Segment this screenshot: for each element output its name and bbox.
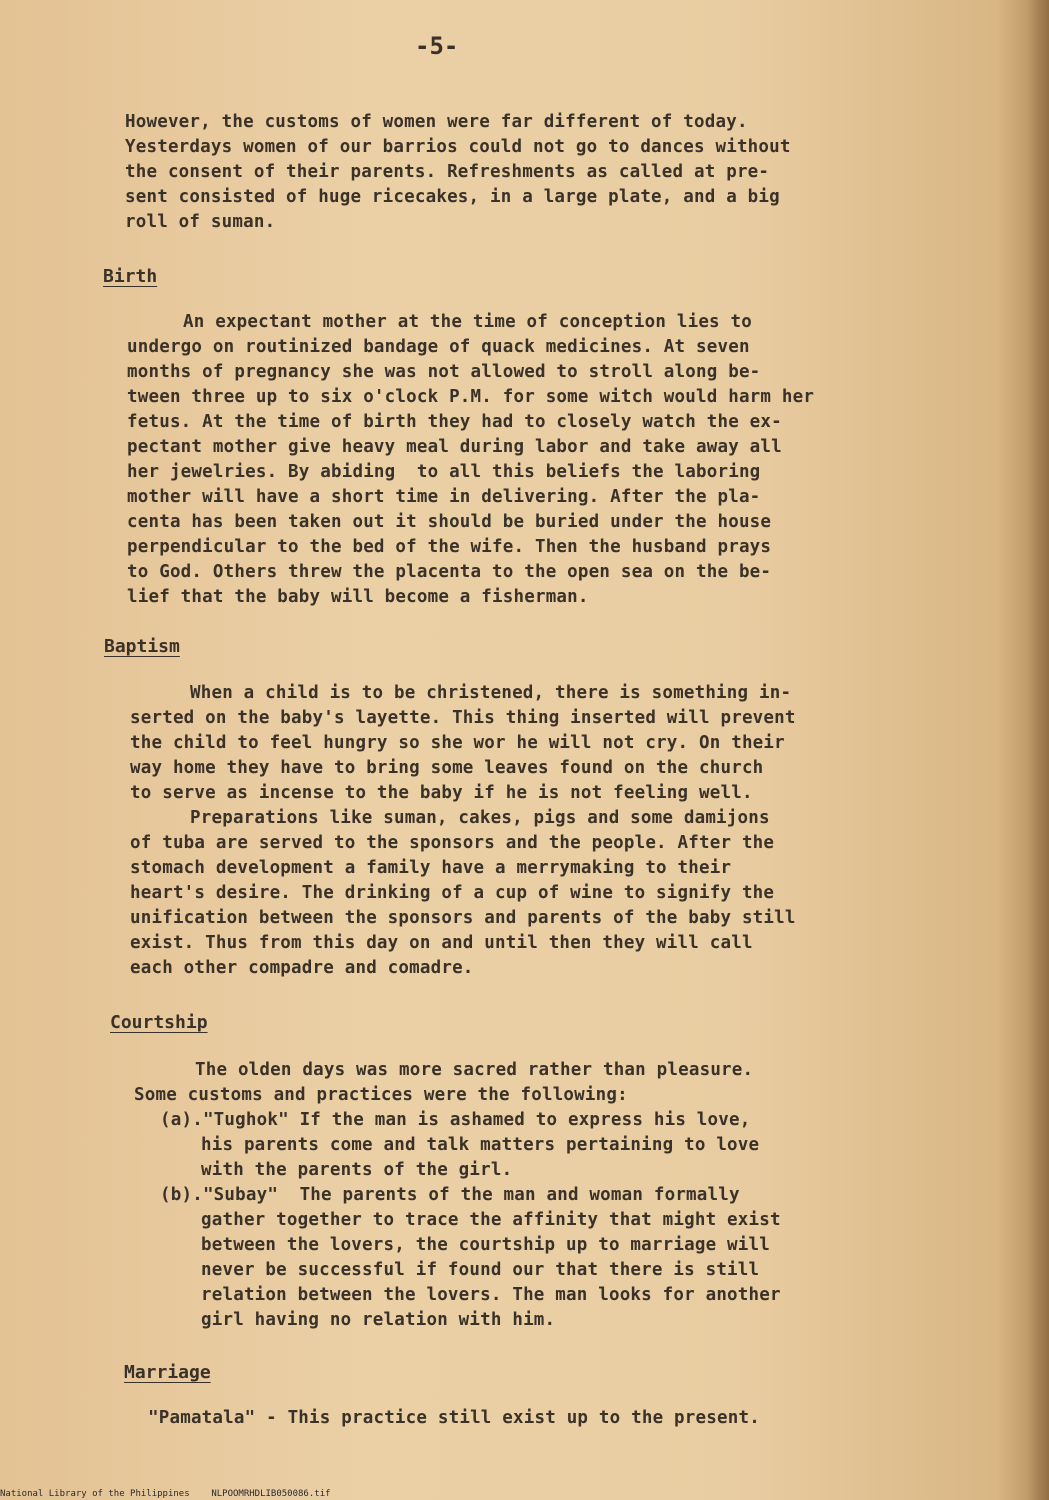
text-line: the child to feel hungry so she wor he will not cry. On their	[130, 733, 785, 753]
text-line: relation between the lovers. The man looks for another	[201, 1285, 781, 1305]
section-heading-baptism: Baptism	[104, 636, 180, 657]
text-line: months of pregnancy she was not allowed to stroll along be-	[127, 362, 761, 382]
page-edge-shadow	[1027, 0, 1049, 1500]
text-line: fetus. At the time of birth they had to closely watch the ex-	[127, 412, 782, 432]
text-line: "Pamatala" - This practice still exist up to the present.	[148, 1408, 760, 1428]
text-line: lief that the baby will become a fisherman.	[127, 587, 589, 607]
text-line: his parents come and talk matters pertaining to love	[201, 1135, 760, 1155]
text-line: mother will have a short time in delivering. After the pla-	[127, 487, 761, 507]
text-line: The olden days was more sacred rather than pleasure.	[195, 1060, 754, 1080]
text-line: centa has been taken out it should be buried under the house	[127, 512, 772, 532]
section-heading-marriage: Marriage	[124, 1362, 211, 1383]
archive-footer: National Library of the Philippines NLPOOMRHDLIB050086.tif	[0, 1489, 331, 1499]
text-line: Some customs and practices were the following:	[134, 1085, 628, 1105]
text-line: Yesterdays women of our barrios could not go to dances without	[125, 137, 791, 157]
text-line: sent consisted of huge ricecakes, in a large plate, and a big	[125, 187, 780, 207]
text-line: (b)."Subay" The parents of the man and woman formally	[160, 1185, 740, 1205]
text-line: girl having no relation with him.	[201, 1310, 556, 1330]
text-line: stomach development a family have a merrymaking to their	[130, 858, 732, 878]
text-line: undergo on routinized bandage of quack medicines. At seven	[127, 337, 750, 357]
text-line: tween three up to six o'clock P.M. for some witch would harm her	[127, 387, 815, 407]
text-line: to God. Others threw the placenta to the open sea on the be-	[127, 562, 772, 582]
text-line: with the parents of the girl.	[201, 1160, 513, 1180]
text-line: never be successful if found our that there is still	[201, 1260, 760, 1280]
text-line: to serve as incense to the baby if he is not feeling well.	[130, 783, 753, 803]
text-line: When a child is to be christened, there is something in-	[190, 683, 792, 703]
text-line: perpendicular to the bed of the wife. Then the husband prays	[127, 537, 772, 557]
text-line: pectant mother give heavy meal during labor and take away all	[127, 437, 782, 457]
text-line: gather together to trace the affinity that might exist	[201, 1210, 781, 1230]
text-line: of tuba are served to the sponsors and the people. After the	[130, 833, 775, 853]
text-line: the consent of their parents. Refreshments as called at pre-	[125, 162, 770, 182]
text-line: (a)."Tughok" If the man is ashamed to express his love,	[160, 1110, 751, 1130]
text-line: serted on the baby's layette. This thing inserted will prevent	[130, 708, 796, 728]
text-line: roll of suman.	[125, 212, 276, 232]
text-line: each other compadre and comadre.	[130, 958, 474, 978]
text-line: way home they have to bring some leaves found on the church	[130, 758, 764, 778]
section-heading-birth: Birth	[103, 266, 158, 287]
text-line: exist. Thus from this day on and until then they will call	[130, 933, 753, 953]
text-line: unification between the sponsors and parents of the baby still	[130, 908, 796, 928]
text-line: Preparations like suman, cakes, pigs and some damijons	[190, 808, 770, 828]
text-line: between the lovers, the courtship up to marriage will	[201, 1235, 771, 1255]
text-line: heart's desire. The drinking of a cup of wine to signify the	[130, 883, 775, 903]
page-number: -5-	[415, 32, 459, 60]
section-heading-courtship: Courtship	[110, 1012, 208, 1033]
text-line: An expectant mother at the time of conception lies to	[183, 312, 753, 332]
text-line: However, the customs of women were far different of today.	[125, 112, 748, 132]
text-line: her jewelries. By abiding to all this beliefs the laboring	[127, 462, 761, 482]
